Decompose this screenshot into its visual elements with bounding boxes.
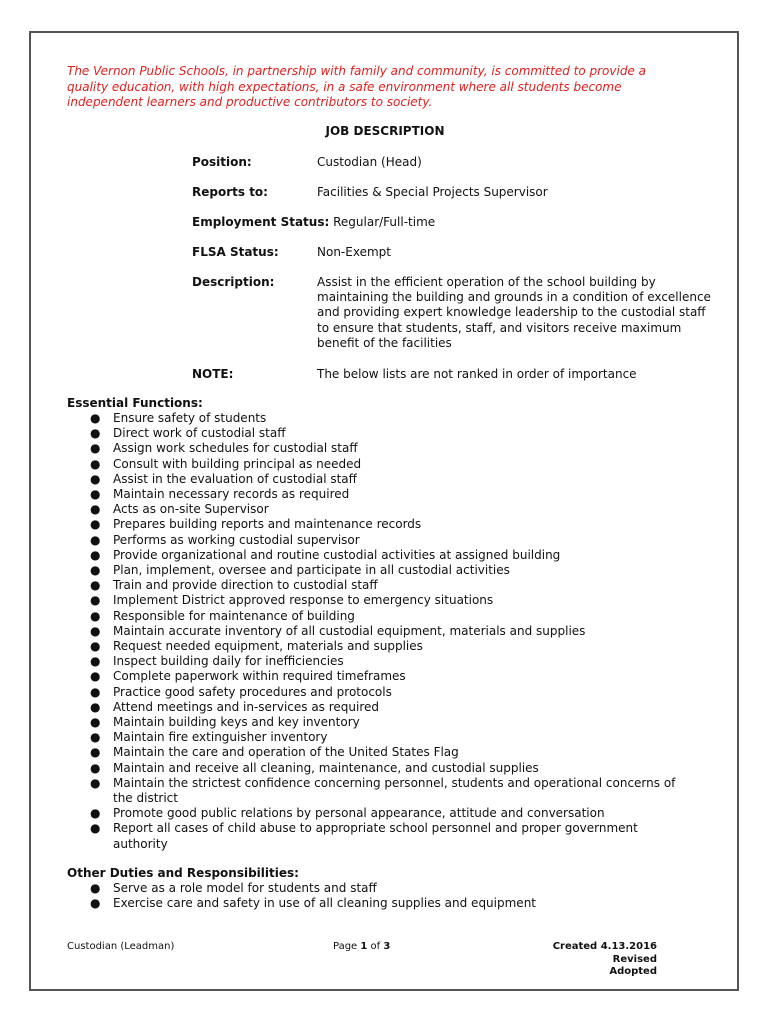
list-item-text: Plan, implement, oversee and participate in all custodial activities: [113, 563, 510, 578]
employment-status-value: Regular/Full-time: [333, 215, 436, 229]
list-item: [88, 669, 678, 684]
bullet-icon: ●: [90, 563, 101, 578]
bullet-icon: ●: [90, 411, 101, 425]
list-item-text: Inspect building daily for inefficiencies: [113, 654, 344, 669]
bullet-icon: ●: [90, 775, 101, 790]
list-item: [88, 411, 678, 426]
list-item-text: Exercise care and safety in use of all cleaning supplies and equipment: [113, 896, 536, 911]
list-item-text: Direct work of custodial staff: [113, 426, 286, 441]
list-item: [88, 730, 678, 745]
bullet-icon: ●: [90, 699, 101, 714]
bullet-icon: ●: [90, 881, 101, 895]
list-item-text: Maintain the care and operation of the United States Flag: [113, 745, 459, 760]
list-item-text: Responsible for maintenance of building: [113, 608, 355, 623]
list-item-text: Implement District approved response to emergency situations: [113, 593, 494, 608]
bullet-icon: ●: [90, 821, 101, 836]
note-value: The below lists are not ranked in order of importance: [317, 367, 637, 381]
employment-status-row: [192, 215, 435, 229]
list-item-text: Maintain necessary records as required: [113, 487, 350, 502]
bullet-icon: ●: [90, 760, 101, 775]
list-item-text: Ensure safety of students: [113, 411, 267, 425]
list-item-text: Acts as on-site Supervisor: [113, 502, 269, 517]
list-item-text: Provide organizational and routine custodial activities at assigned building: [113, 547, 561, 562]
list-item-text: Maintain fire extinguisher inventory: [113, 730, 328, 745]
footer-revision-info: [553, 941, 657, 979]
description-value: Assist in the efficient operation of the school building by maintaining the building and grounds in a condition of excellence and providing expert knowledge leadership to the custodial staff to ensure that students, staff, and visitors receive maximum benefit of the facilities: [317, 275, 711, 350]
list-item: [88, 426, 678, 441]
list-item: [88, 896, 678, 911]
list-item: [88, 472, 678, 487]
list-item: [88, 761, 678, 776]
list-item-text: Promote good public relations by personal appearance, attitude and conversation: [113, 806, 605, 821]
bullet-icon: ●: [90, 896, 101, 911]
description-label: Description:: [192, 275, 275, 289]
list-item-text: Practice good safety procedures and protocols: [113, 684, 392, 699]
list-item: [88, 806, 678, 821]
position-label: Position:: [192, 155, 252, 169]
bullet-icon: ●: [90, 502, 101, 517]
list-item: [88, 548, 678, 563]
footer-adopted: Adopted: [609, 966, 657, 977]
list-item: [88, 821, 678, 851]
bullet-icon: ●: [90, 745, 101, 760]
footer-created: Created 4.13.2016: [552, 941, 657, 952]
list-item: [88, 517, 678, 532]
bullet-icon: ●: [90, 471, 101, 486]
bullet-icon: ●: [90, 578, 101, 593]
list-item-text: Performs as working custodial supervisor: [113, 532, 360, 547]
list-item: [88, 881, 678, 896]
bullet-icon: ●: [90, 806, 101, 821]
bullet-icon: ●: [90, 532, 101, 547]
essential-functions-heading: Essential Functions:: [67, 396, 203, 410]
list-item-text: Serve as a role model for students and staff: [113, 881, 377, 895]
footer-document-name: Custodian (Leadman): [67, 941, 175, 952]
list-item-text: Request needed equipment, materials and supplies: [113, 639, 423, 654]
list-item-text: Report all cases of child abuse to appropriate school personnel and proper government authority: [113, 821, 638, 851]
bullet-icon: ●: [90, 669, 101, 684]
list-item: [88, 502, 678, 517]
list-item: [88, 563, 678, 578]
list-item: [88, 745, 678, 760]
document-title: JOB DESCRIPTION: [325, 124, 445, 138]
list-item-text: Maintain the strictest confidence concerning personnel, students and operational concerns of the district: [113, 775, 676, 806]
bullet-icon: ●: [90, 441, 101, 456]
note-label: NOTE:: [192, 367, 234, 381]
list-item: [88, 487, 678, 502]
bullet-icon: ●: [90, 487, 101, 502]
list-item: [88, 700, 678, 715]
flsa-status-value: Non-Exempt: [317, 245, 391, 259]
list-item-text: Prepares building reports and maintenance records: [113, 517, 422, 532]
list-item: [88, 609, 678, 624]
bullet-icon: ●: [90, 547, 101, 562]
list-item: [88, 533, 678, 548]
bullet-icon: ●: [90, 639, 101, 654]
list-item: [88, 715, 678, 730]
list-item-text: Maintain and receive all cleaning, maintenance, and custodial supplies: [113, 760, 539, 775]
bullet-icon: ●: [90, 517, 101, 532]
list-item-text: Complete paperwork within required timeframes: [113, 669, 406, 684]
bullet-icon: ●: [90, 730, 101, 745]
list-item: [88, 578, 678, 593]
reports-to-value: Facilities & Special Projects Supervisor: [317, 185, 548, 199]
list-item-text: Maintain building keys and key inventory: [113, 715, 360, 730]
list-item-text: Assign work schedules for custodial staff: [113, 441, 358, 456]
list-item-text: Train and provide direction to custodial staff: [113, 578, 378, 593]
list-item: [88, 685, 678, 700]
reports-to-label: Reports to:: [192, 185, 268, 199]
mission-statement: The Vernon Public Schools, in partnership with family and community, is committed to provide a quality education, with high expectations, in a safe environment where all students become independent learners and productive contributors to society.: [67, 64, 647, 109]
bullet-icon: ●: [90, 715, 101, 730]
footer-page-number: Page 1 of 3: [333, 941, 391, 952]
list-item: [88, 593, 678, 608]
bullet-icon: ●: [90, 684, 101, 699]
list-item: [88, 654, 678, 669]
other-duties-heading: Other Duties and Responsibilities:: [67, 866, 299, 880]
list-item-text: Consult with building principal as needed: [113, 456, 362, 471]
employment-status-label: Employment Status:: [192, 215, 330, 229]
list-item: [88, 457, 678, 472]
list-item: [88, 441, 678, 456]
bullet-icon: ●: [90, 426, 101, 441]
list-item: [88, 624, 678, 639]
bullet-icon: ●: [90, 456, 101, 471]
essential-functions-list: [88, 411, 678, 852]
flsa-status-label: FLSA Status:: [192, 245, 279, 259]
bullet-icon: ●: [90, 654, 101, 669]
list-item-text: Maintain accurate inventory of all custodial equipment, materials and supplies: [113, 623, 586, 638]
bullet-icon: ●: [90, 608, 101, 623]
list-item: [88, 776, 678, 806]
other-duties-list: [88, 881, 678, 911]
footer-revised: Revised: [612, 953, 657, 965]
list-item: [88, 639, 678, 654]
position-value: Custodian (Head): [317, 155, 422, 169]
bullet-icon: ●: [90, 593, 101, 608]
bullet-icon: ●: [90, 623, 101, 638]
list-item-text: Assist in the evaluation of custodial staff: [113, 471, 357, 486]
list-item-text: Attend meetings and in-services as required: [113, 699, 380, 714]
